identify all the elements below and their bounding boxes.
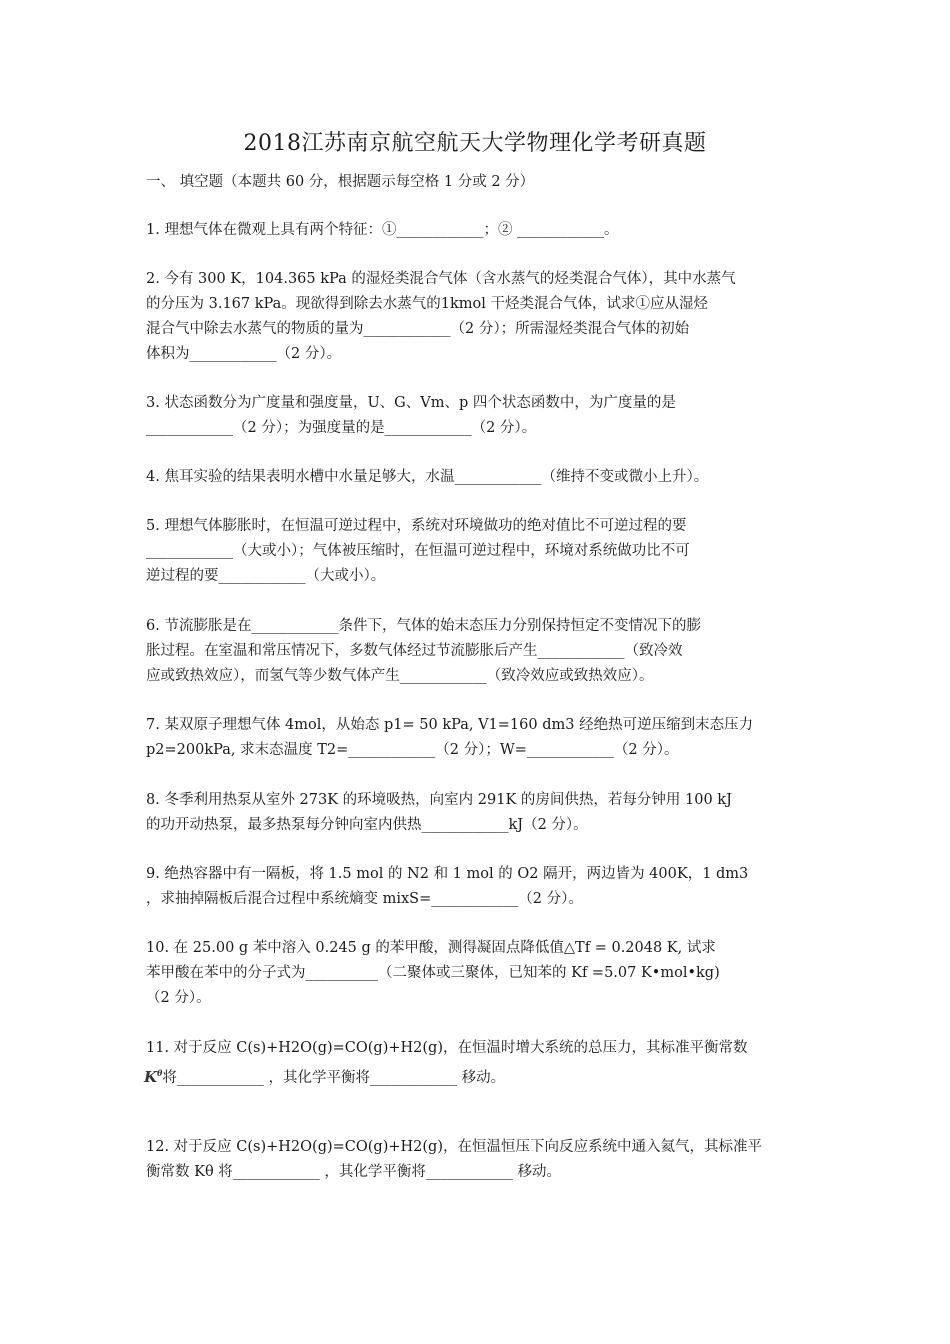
question-line: 4. 焦耳实验的结果表明水槽中水量足够大，水温____________（维持不变或微小上升）。 bbox=[146, 469, 709, 485]
question-1 bbox=[146, 218, 810, 243]
question-line: ，求抽掉隔板后混合过程中系统熵变 mixS=____________（2 分）。 bbox=[146, 891, 583, 907]
question-8 bbox=[146, 788, 810, 838]
question-line: 苯甲酸在苯中的分子式为__________（二聚体或三聚体，已知苯的 Kf =5.07 K•mol•kg) bbox=[146, 965, 720, 981]
question-line: 体积为____________（2 分）。 bbox=[146, 346, 342, 362]
question-4 bbox=[146, 465, 810, 490]
question-line: 将____________ ，其化学平衡将____________ 移动。 bbox=[162, 1070, 506, 1086]
question-line: 胀过程。在室温和常压情况下，多数气体经过节流膨胀后产生____________（致冷效 bbox=[146, 643, 683, 659]
question-3 bbox=[146, 391, 810, 441]
question-line: 2. 今有 300 K，104.365 kPa 的湿烃类混合气体（含水蒸气的烃类混合气体），其中水蒸气 bbox=[146, 271, 736, 287]
question-line: 8. 冬季利用热泵从室外 273K 的环境吸热，向室内 291K 的房间供热，若每分钟用 100 kJ bbox=[146, 792, 732, 808]
question-9 bbox=[146, 862, 810, 912]
question-line: 10. 在 25.00 g 苯中溶入 0.245 g 的苯甲酸，测得凝固点降低值△Tf = 0.2048 K, 试求 bbox=[146, 940, 716, 956]
question-10 bbox=[146, 936, 810, 1011]
question-line: ____________（2 分）；为强度量的是____________（2 分）。 bbox=[146, 420, 537, 436]
question-2 bbox=[146, 267, 810, 367]
question-line: 9. 绝热容器中有一隔板，将 1.5 mol 的 N2 和 1 mol 的 O2 隔开，两边皆为 400K，1 dm3 bbox=[146, 866, 749, 882]
question-line: p2=200kPa, 求末态温度 T2=____________（2 分）；W=____________（2 分）。 bbox=[146, 742, 679, 758]
question-12 bbox=[146, 1135, 810, 1185]
question-line-with-symbol bbox=[146, 1061, 810, 1086]
question-line: 1. 理想气体在微观上具有两个特征：①____________；② ____________。 bbox=[146, 222, 619, 238]
question-6 bbox=[146, 614, 810, 689]
question-7 bbox=[146, 713, 810, 763]
question-line: 的分压为 3.167 kPa。现欲得到除去水蒸气的1kmol 干烃类混合气体，试求①应从湿烃 bbox=[146, 296, 708, 312]
question-line: 3. 状态函数分为广度量和强度量，U、G、Vm、p 四个状态函数中，为广度量的是 bbox=[146, 395, 676, 411]
document-title: 2018江苏南京航空航天大学物理化学考研真题 bbox=[243, 131, 707, 156]
question-line: 6. 节流膨胀是在____________条件下，气体的始末态压力分别保持恒定不变情况下的膨 bbox=[146, 618, 701, 634]
question-line: 12. 对于反应 C(s)+H2O(g)=CO(g)+H2(g)，在恒温恒压下向反应系统中通入氦气，其标准平 bbox=[146, 1139, 762, 1155]
question-line: ____________（大或小）；气体被压缩时，在恒温可逆过程中，环境对系统做功比不可 bbox=[146, 543, 690, 559]
question-11 bbox=[146, 1036, 810, 1086]
question-line: 5. 理想气体膨胀时，在恒温可逆过程中，系统对环境做功的绝对值比不可逆过程的要 bbox=[146, 518, 687, 534]
k-theta-symbol-icon: $K^\theta$ bbox=[144, 1068, 163, 1086]
question-line: 应或致热效应），而氢气等少数气体产生____________（致冷效应或致热效应）。 bbox=[146, 668, 654, 684]
section-heading: 一、 填空题（本题共 60 分，根据题示每空格 1 分或 2 分） bbox=[146, 174, 535, 190]
question-line: 逆过程的要____________（大或小）。 bbox=[146, 568, 386, 584]
question-line: 混合气中除去水蒸气的物质的量为____________（2 分）；所需湿烃类混合气体的初始 bbox=[146, 321, 690, 337]
question-line: 的功开动热泵，最多热泵每分钟向室内供热____________kJ（2 分）。 bbox=[146, 817, 588, 833]
question-line: 11. 对于反应 C(s)+H2O(g)=CO(g)+H2(g)，在恒温时增大系统的总压力，其标准平衡常数 bbox=[146, 1040, 748, 1056]
question-line: （2 分）。 bbox=[146, 990, 211, 1006]
question-line: 衡常数 Kθ 将____________ ，其化学平衡将____________ 移动。 bbox=[146, 1164, 561, 1180]
question-line: 7. 某双原子理想气体 4mol，从始态 p1= 50 kPa, V1=160 dm3 经绝热可逆压缩到末态压力 bbox=[146, 717, 754, 733]
question-5 bbox=[146, 514, 810, 589]
